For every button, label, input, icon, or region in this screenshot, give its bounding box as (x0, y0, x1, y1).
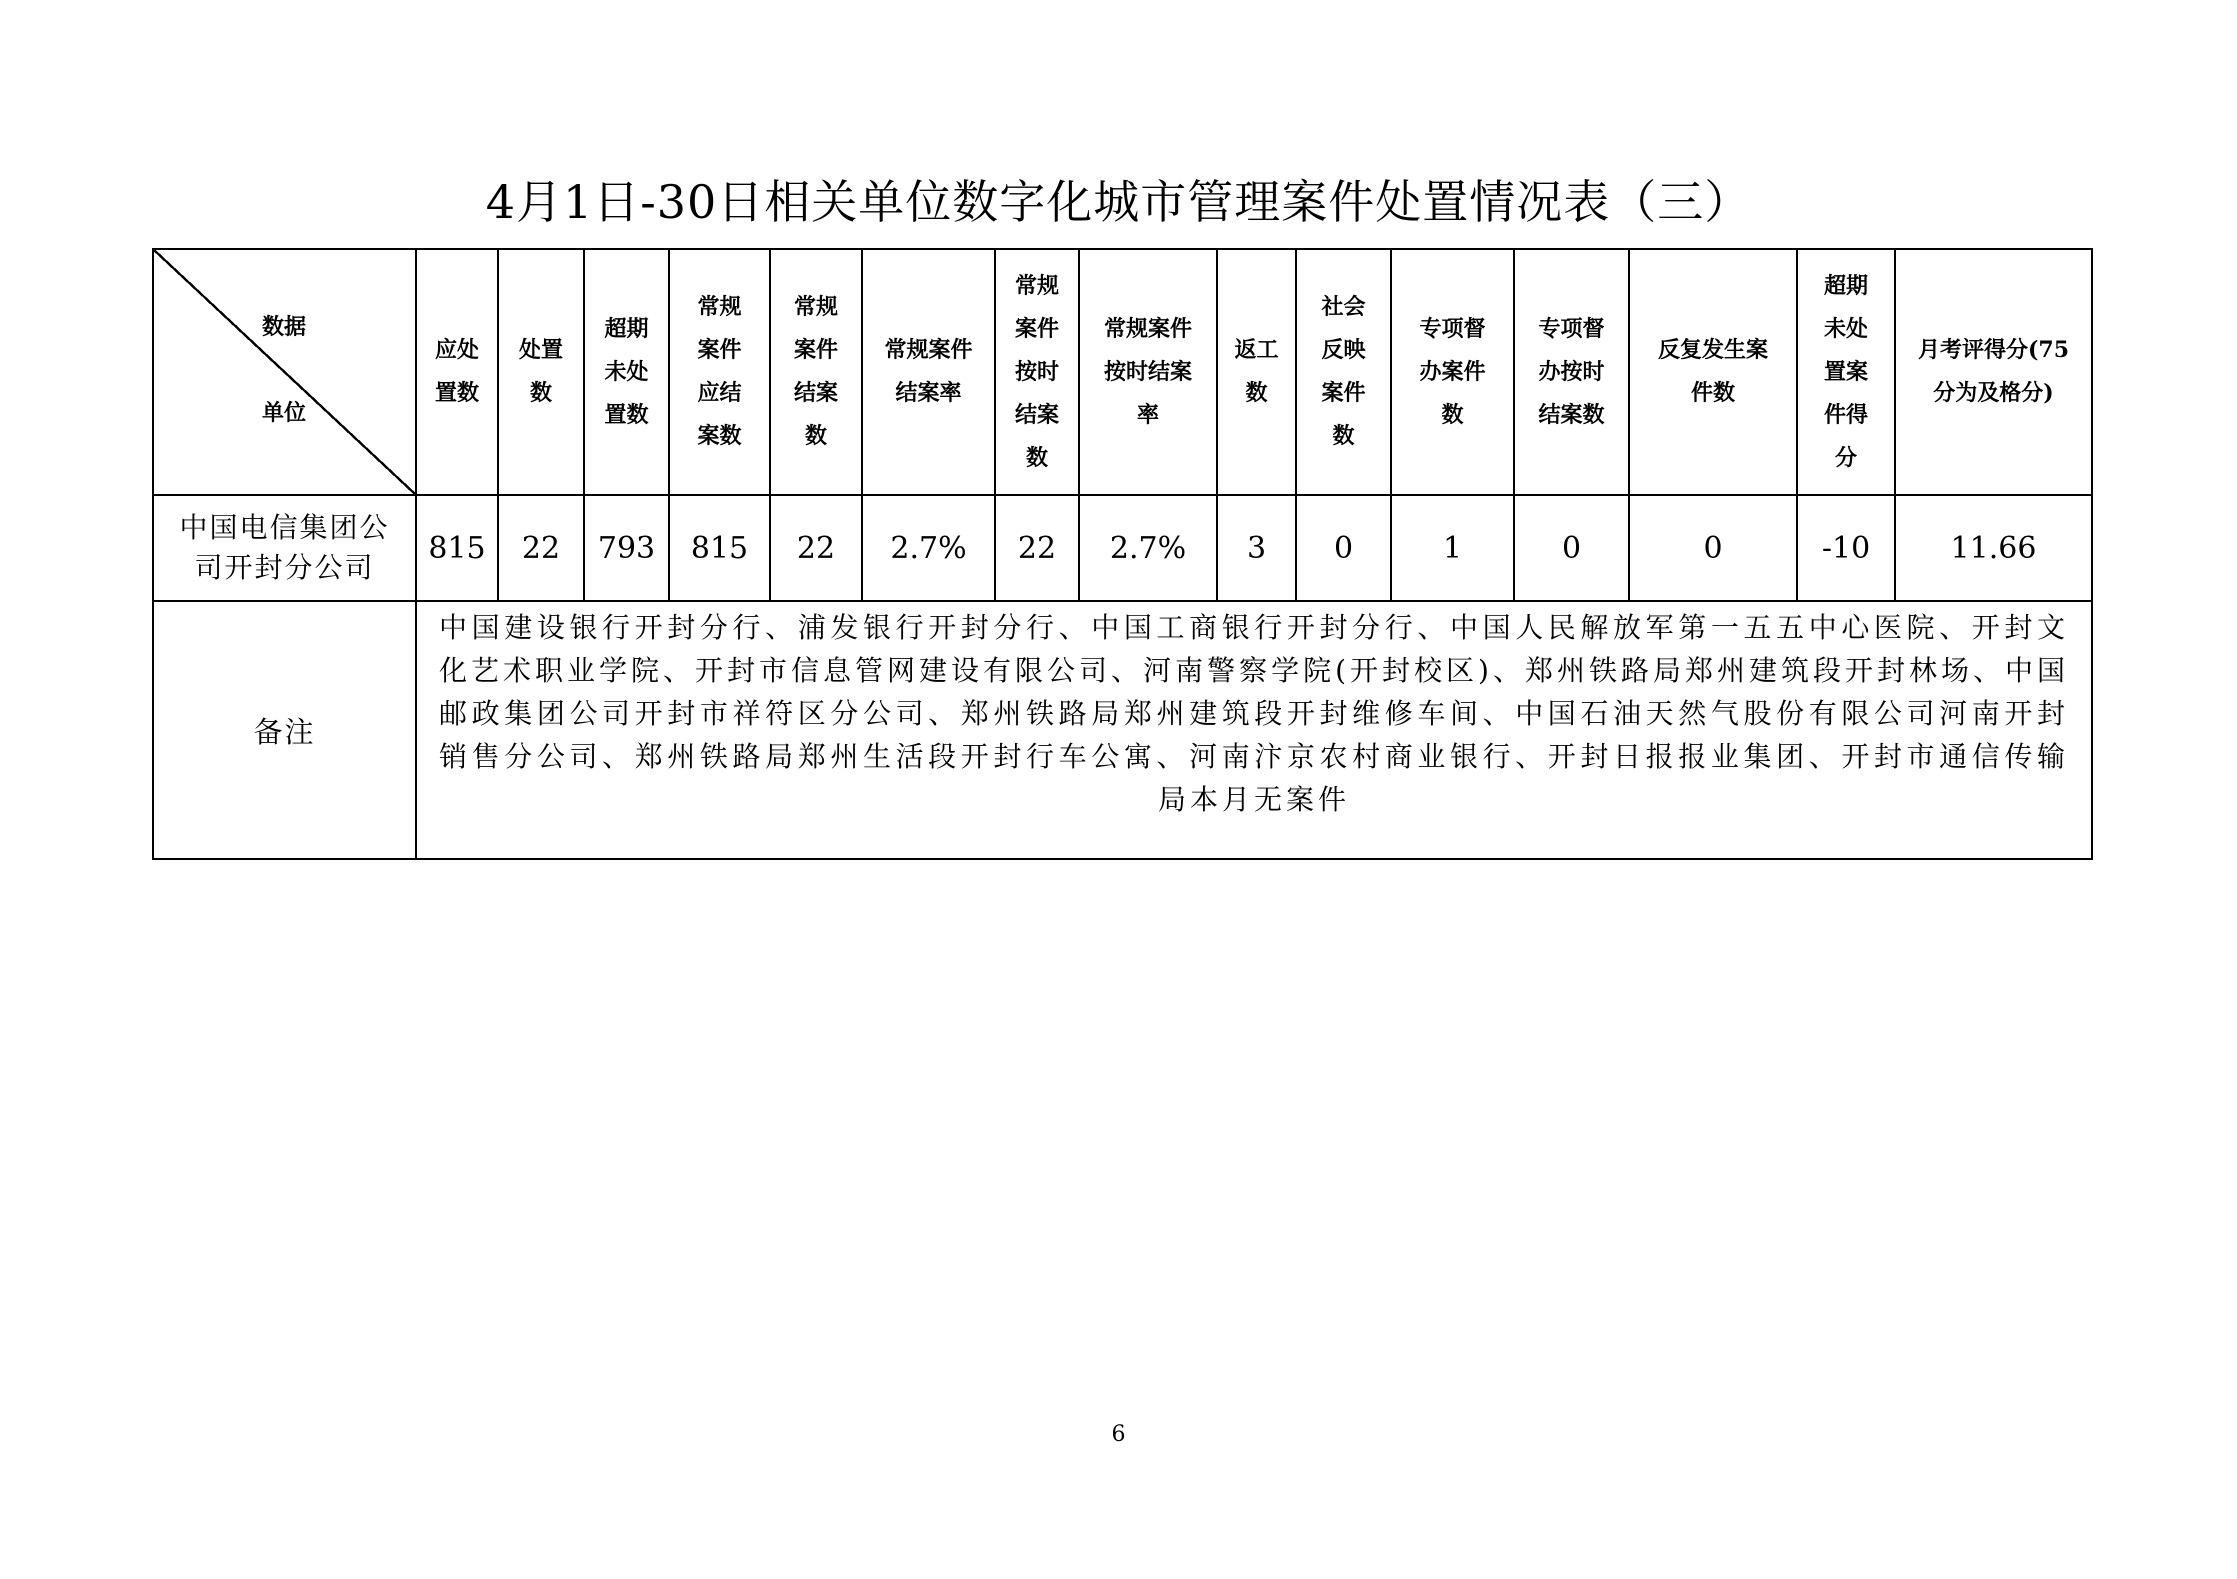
corner-label-unit: 单位 (262, 400, 307, 426)
header-label: 社会反映案件数 (1321, 294, 1366, 449)
header-label: 专项督办按时结案数 (1538, 315, 1605, 428)
header-cell (584, 249, 669, 495)
corner-label-data: 数据 (262, 314, 307, 340)
value-cell: 3 (1217, 495, 1296, 601)
remark-label: 备注 (153, 601, 416, 859)
header-cell (669, 249, 770, 495)
value-cell: 793 (584, 495, 669, 601)
header-cell (1296, 249, 1391, 495)
header-label: 应处置数 (434, 337, 479, 406)
header-label: 返工数 (1234, 337, 1279, 406)
value-cell: 11.66 (1895, 495, 2092, 601)
value-cell: 0 (1514, 495, 1629, 601)
value-cell: 0 (1629, 495, 1797, 601)
value-cell: 22 (995, 495, 1079, 601)
header-label: 专项督办案件数 (1419, 315, 1486, 428)
table-row (153, 495, 2092, 601)
header-label: 常规案件按时结案数 (1014, 272, 1059, 471)
header-row (153, 249, 2092, 495)
value-cell: 2.7% (862, 495, 995, 601)
value-cell: 0 (1296, 495, 1391, 601)
value-cell: 815 (416, 495, 498, 601)
unit-name: 中国电信集团公司开封分公司 (179, 511, 390, 584)
value-cell: -10 (1797, 495, 1895, 601)
remark-text: 中国建设银行开封分行、浦发银行开封分行、中国工商银行开封分行、中国人民解放军第一五五中心医院、开封文化艺术职业学院、开封市信息管网建设有限公司、河南警察学院(开封校区)、郑州铁路局郑州建筑段开封林场、中国邮政集团公司开封市祥符区分公司、郑州铁路局郑州建筑段开封维修车间、中国石油天然气股份有限公司河南开封销售分公司、郑州铁路局郑州生活段开封行车公寓、河南汴京农村商业银行、开封日报报业集团、开封市通信传输局本月无案件 (439, 611, 2069, 816)
value-cell: 22 (770, 495, 862, 601)
header-label: 月考评得分(75分为及格分) (1917, 337, 2070, 406)
header-label: 常规案件结案率 (884, 337, 973, 406)
page-title: 4月1日-30日相关单位数字化城市管理案件处置情况表（三） (485, 175, 1752, 229)
header-cell (862, 249, 995, 495)
header-label: 反复发生案件数 (1657, 337, 1768, 406)
header-cell (995, 249, 1079, 495)
header-cell (1079, 249, 1217, 495)
value-cell: 815 (669, 495, 770, 601)
value-cell: 1 (1391, 495, 1514, 601)
header-label: 常规案件结案数 (793, 294, 838, 449)
unit-name-cell (153, 495, 416, 601)
header-label: 超期未处置数 (604, 315, 649, 428)
header-cell (1514, 249, 1629, 495)
header-cell (1629, 249, 1797, 495)
header-label: 超期未处置案件得分 (1823, 272, 1868, 471)
remark-text-cell (416, 601, 2092, 859)
page-number: 6 (1111, 1422, 1126, 1447)
header-cell (1797, 249, 1895, 495)
header-cell (1391, 249, 1514, 495)
header-label: 处置数 (518, 337, 563, 406)
header-cell (1895, 249, 2092, 495)
corner-header-cell (153, 249, 416, 495)
header-cell (1217, 249, 1296, 495)
value-cell: 22 (498, 495, 584, 601)
case-report-table (152, 248, 2093, 860)
header-cell (498, 249, 584, 495)
value-cell: 2.7% (1079, 495, 1217, 601)
remark-row (153, 601, 2092, 859)
header-cell (416, 249, 498, 495)
header-label: 常规案件应结案数 (697, 294, 742, 449)
header-cell (770, 249, 862, 495)
header-label: 常规案件按时结案率 (1103, 315, 1192, 428)
